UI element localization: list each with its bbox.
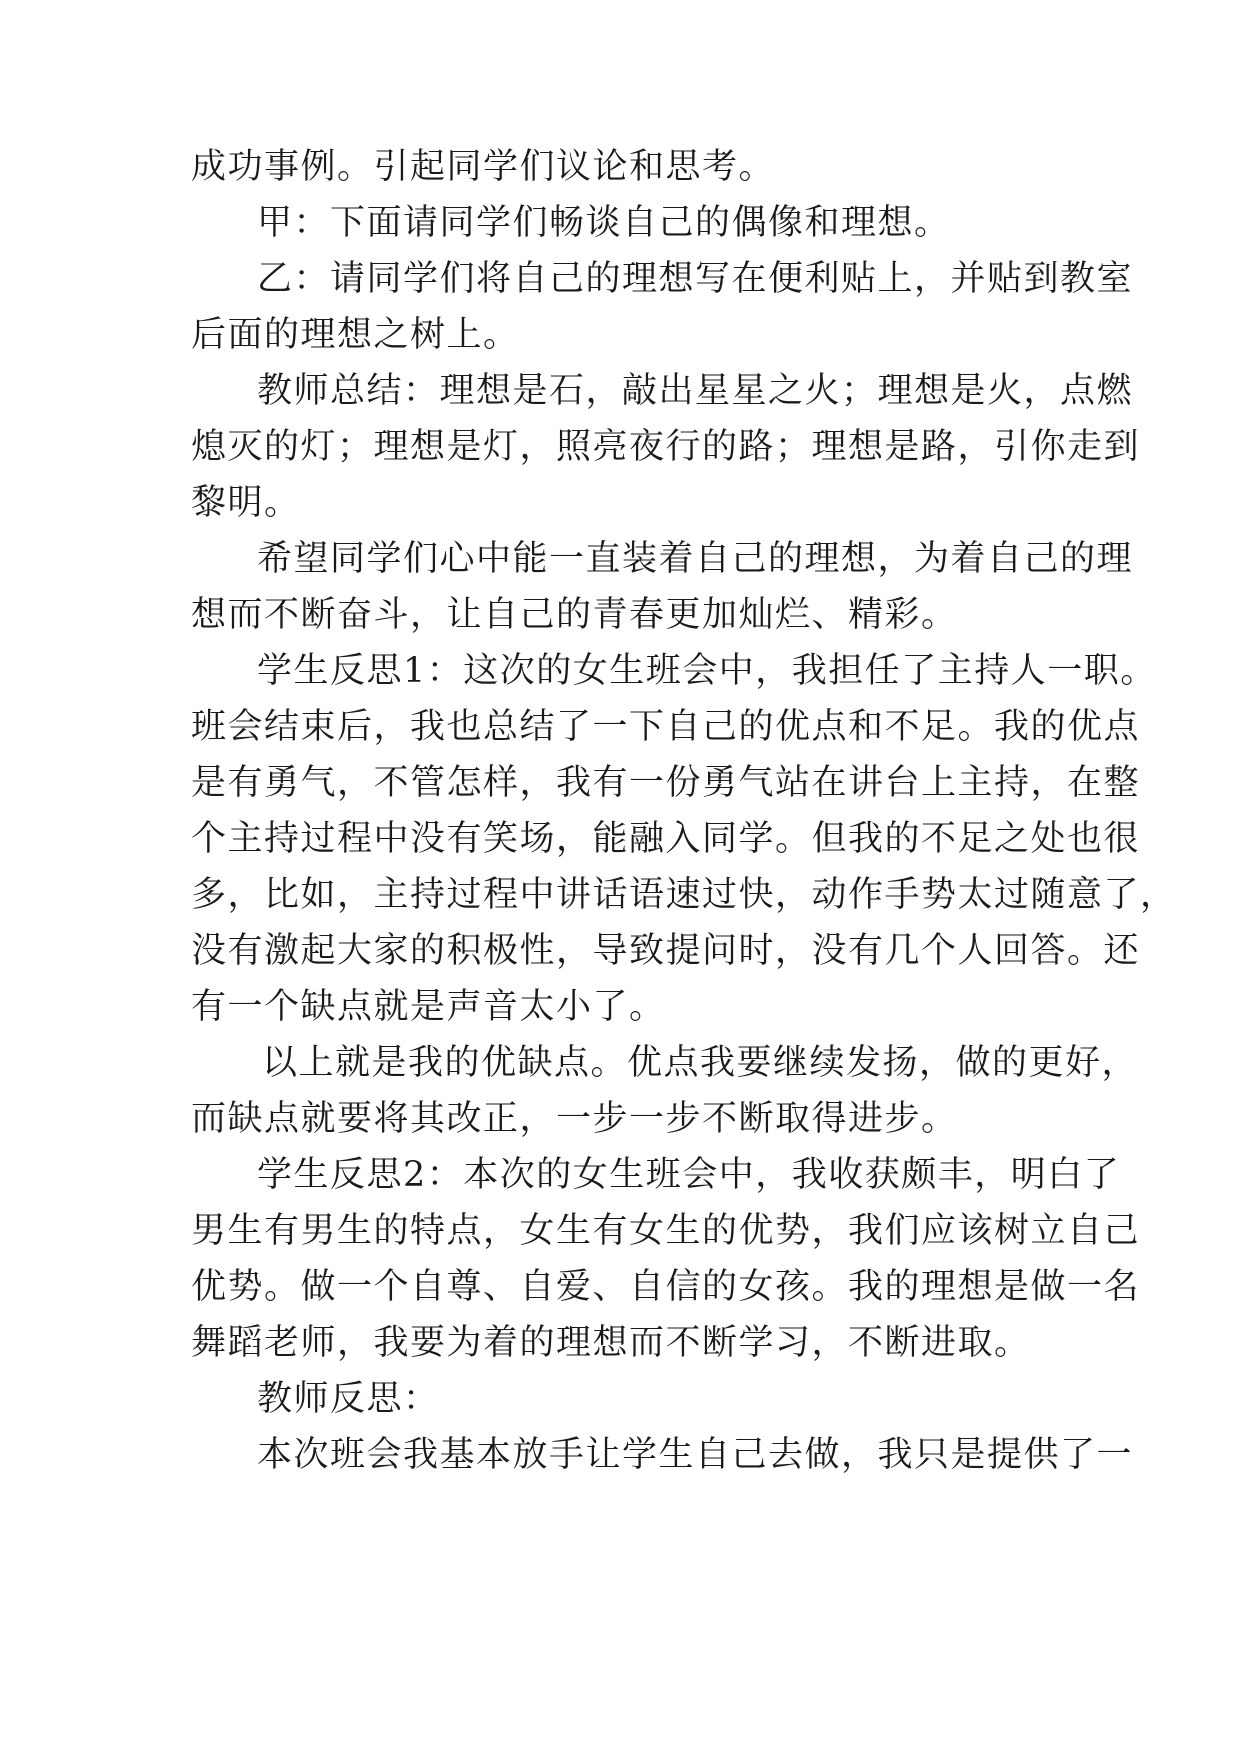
text-line: 有一个缺点就是声音太小了。 — [191, 987, 666, 1027]
text-line: 学生反思2：本次的女生班会中，我收获颇丰，明白了 — [257, 1155, 1121, 1195]
text-line: 黎明。 — [191, 483, 301, 523]
text-line: 想而不断奋斗，让自己的青春更加灿烂、精彩。 — [191, 595, 958, 635]
text-line: 而缺点就要将其改正，一步一步不断取得进步。 — [191, 1099, 958, 1139]
text-line: 没有激起大家的积极性，导致提问时，没有几个人回答。还 — [191, 931, 1141, 971]
text-line: 甲：下面请同学们畅谈自己的偶像和理想。 — [257, 203, 951, 243]
text-line: 男生有男生的特点，女生有女生的优势，我们应该树立自己 — [191, 1211, 1141, 1251]
text-line: 个主持过程中没有笑场，能融入同学。但我的不足之处也很 — [191, 819, 1141, 859]
text-line: 教师总结：理想是石，敲出星星之火；理想是火，点燃 — [257, 371, 1134, 411]
text-line: 本次班会我基本放手让学生自己去做，我只是提供了一 — [257, 1435, 1134, 1475]
text-line: 乙：请同学们将自己的理想写在便利贴上，并贴到教室 — [257, 259, 1134, 299]
text-line: 是有勇气，不管怎样，我有一份勇气站在讲台上主持，在整 — [191, 763, 1141, 803]
text-line: 班会结束后，我也总结了一下自己的优点和不足。我的优点 — [191, 707, 1141, 747]
text-line: 多，比如，主持过程中讲话语速过快，动作手势太过随意了， — [191, 875, 1177, 915]
text-line: 学生反思1：这次的女生班会中，我担任了主持人一职。 — [257, 651, 1157, 691]
text-line: 以上就是我的优缺点。优点我要继续发扬，做的更好， — [262, 1043, 1139, 1083]
text-line: 熄灭的灯；理想是灯，照亮夜行的路；理想是路，引你走到 — [191, 427, 1141, 467]
text-line: 后面的理想之树上。 — [191, 315, 520, 355]
text-line: 成功事例。引起同学们议论和思考。 — [191, 147, 776, 187]
text-line: 优势。做一个自尊、自爱、自信的女孩。我的理想是做一名 — [191, 1267, 1141, 1307]
text-line: 希望同学们心中能一直装着自己的理想，为着自己的理 — [257, 539, 1134, 579]
text-line: 教师反思： — [257, 1379, 440, 1419]
text-line: 舞蹈老师，我要为着的理想而不断学习，不断进取。 — [191, 1323, 1031, 1363]
